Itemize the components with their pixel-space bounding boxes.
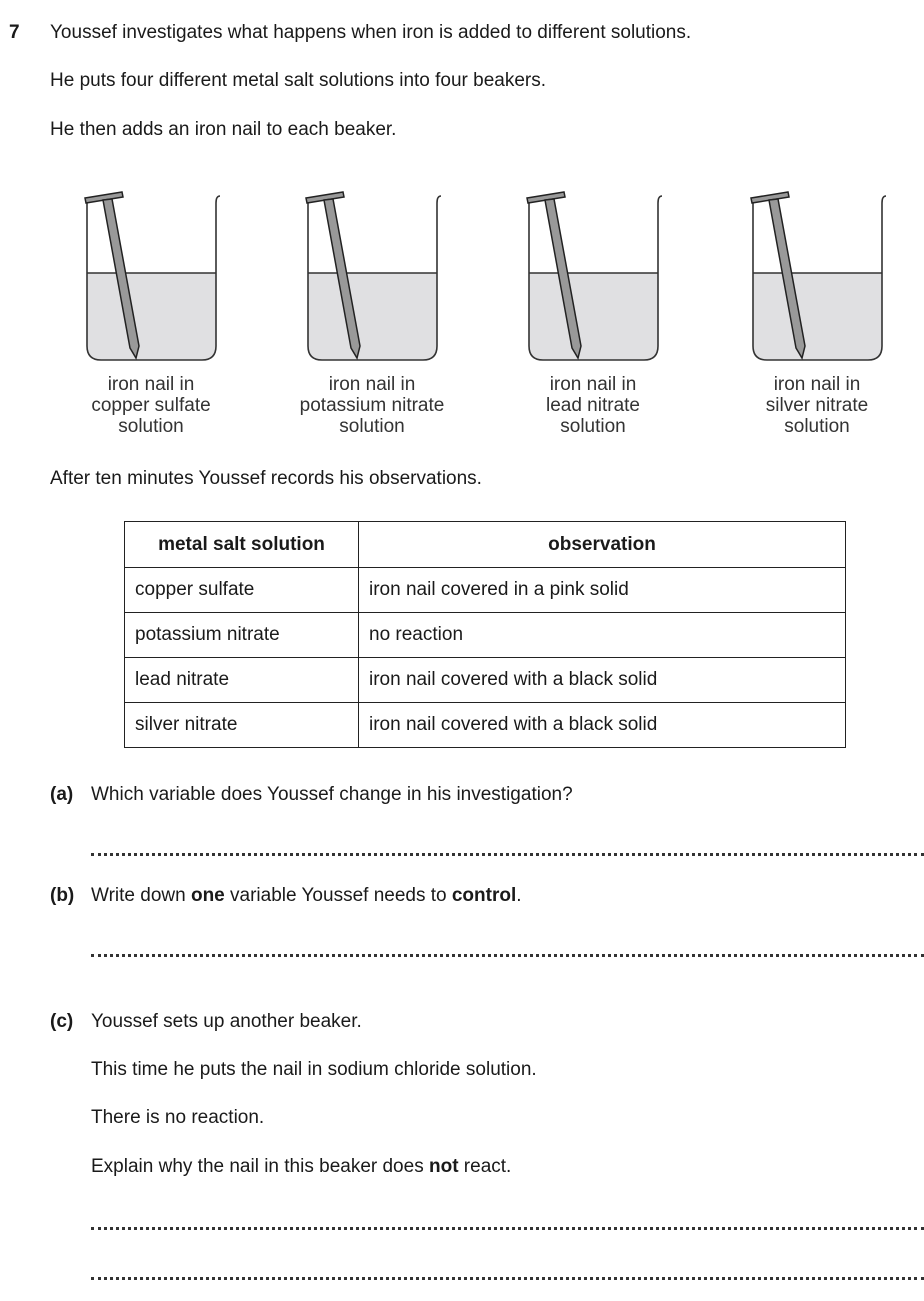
table-row xyxy=(125,703,846,748)
answer-line-c-1[interactable] xyxy=(91,1227,924,1230)
intro-line-2: He puts four different metal salt solutions into four beakers. xyxy=(50,70,547,91)
table-cell: no reaction xyxy=(359,613,846,658)
table-cell: lead nitrate xyxy=(125,658,359,703)
table-cell: potassium nitrate xyxy=(125,613,359,658)
beaker-caption-copper-sulfate: iron nail in copper sulfate solution xyxy=(91,374,211,437)
part-a-question: Which variable does Youssef change in his investigation? xyxy=(91,784,573,805)
table-row xyxy=(125,568,846,613)
beaker-caption-silver-nitrate: iron nail in silver nitrate solution xyxy=(765,374,869,437)
part-c-line-2: This time he puts the nail in sodium chloride solution. xyxy=(91,1059,537,1080)
part-c-line-3: There is no reaction. xyxy=(91,1107,265,1128)
answer-line-a[interactable] xyxy=(91,853,924,856)
part-c-label: (c) xyxy=(50,1011,74,1032)
part-a-label: (a) xyxy=(50,784,74,805)
part-c-question: Explain why the nail in this beaker does not react. xyxy=(91,1156,512,1177)
question-number: 7 xyxy=(9,22,20,43)
beaker-copper-sulfate-diagram xyxy=(82,188,222,364)
table-cell: iron nail covered in a pink solid xyxy=(359,568,846,613)
beaker-lead-nitrate-diagram xyxy=(524,188,664,364)
table-row xyxy=(125,613,846,658)
answer-line-b[interactable] xyxy=(91,954,924,957)
beaker-silver-nitrate-diagram xyxy=(748,188,888,364)
part-b-label: (b) xyxy=(50,885,75,906)
after-text: After ten minutes Youssef records his observations. xyxy=(50,468,482,489)
table-cell: iron nail covered with a black solid xyxy=(359,703,846,748)
beaker-caption-lead-nitrate: iron nail in lead nitrate solution xyxy=(545,374,640,437)
part-c-line-1: Youssef sets up another beaker. xyxy=(91,1011,362,1032)
answer-line-c-2[interactable] xyxy=(91,1277,924,1280)
observation-table xyxy=(124,521,846,748)
table-cell: copper sulfate xyxy=(125,568,359,613)
beaker-potassium-nitrate-diagram xyxy=(303,188,443,364)
table-row xyxy=(125,658,846,703)
column-header: metal salt solution xyxy=(125,522,359,568)
table-cell: silver nitrate xyxy=(125,703,359,748)
beaker-caption-potassium-nitrate: iron nail in potassium nitrate solution xyxy=(299,374,445,437)
column-header: observation xyxy=(359,522,846,568)
part-b-question: Write down one variable Youssef needs to control. xyxy=(91,885,522,906)
intro-line-3: He then adds an iron nail to each beaker. xyxy=(50,119,397,140)
intro-line-1: Youssef investigates what happens when iron is added to different solutions. xyxy=(50,22,692,43)
table-header-row xyxy=(125,522,846,568)
table-cell: iron nail covered with a black solid xyxy=(359,658,846,703)
